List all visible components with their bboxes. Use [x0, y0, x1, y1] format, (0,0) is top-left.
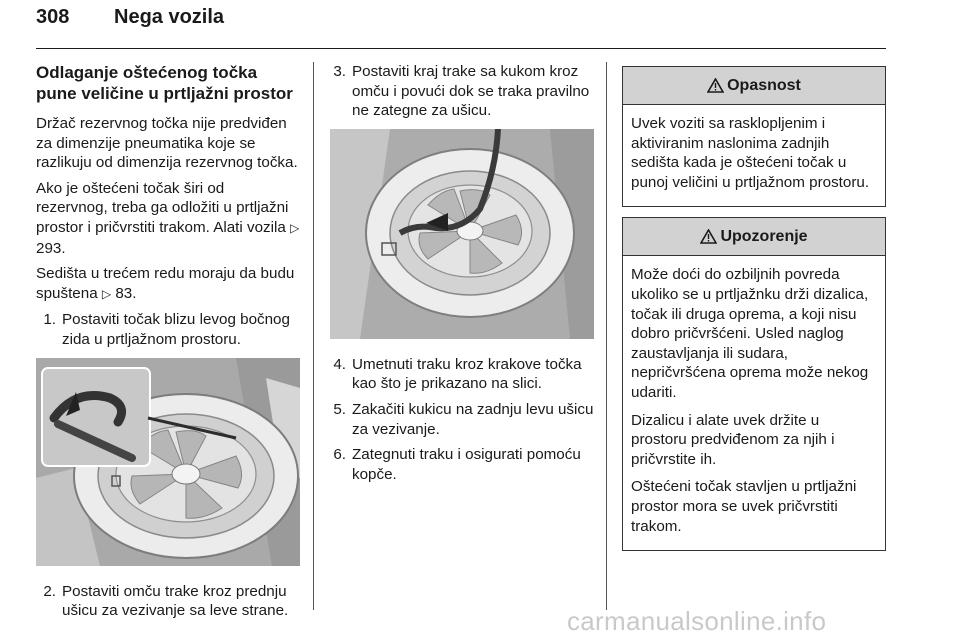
- paragraph-third-row-text: Sedišta u trećem redu moraju da budu spuštena: [36, 265, 295, 302]
- section-heading: Odlaganje oštećenog točka pune veličine u prtljažni prostor: [36, 63, 293, 103]
- wheel-strap-loop-drawing: [36, 358, 300, 566]
- danger-title: Opasnost: [727, 76, 801, 94]
- header-rule: [36, 48, 886, 49]
- step-4: [330, 355, 594, 394]
- paragraph-wider-wheel: [36, 179, 300, 258]
- warning-box-header: [623, 218, 885, 256]
- step-text: Postaviti točak blizu levog bočnog zida u prtljažnom prostoru.: [62, 311, 290, 348]
- page-ref-seats[interactable]: [102, 285, 137, 302]
- page-ref-tools-number: 293.: [36, 239, 66, 257]
- illustration-wheel-strap-loop: [36, 358, 300, 566]
- column-right: [622, 66, 886, 561]
- step-text: Zakačiti kukicu na zadnju levu ušicu za vezivanje.: [352, 400, 594, 438]
- page-header-title: Nega vozila: [114, 6, 225, 28]
- page-number: 308: [36, 6, 70, 28]
- step-text: Umetnuti traku kroz krakove točka kao što je prikazano na slici.: [352, 355, 582, 393]
- warning-triangle-icon: [707, 78, 724, 93]
- warning-text-tools: Dizalicu i alate uvek držite u prostoru predviđenom za njih i pričvrstite ih.: [631, 411, 835, 468]
- step-2: [36, 582, 300, 621]
- step-number: 6.: [333, 446, 346, 464]
- danger-box-body: [623, 105, 885, 206]
- column-divider: [313, 62, 314, 610]
- step-text: Zategnuti traku i osigurati pomoću kopče.: [352, 446, 581, 483]
- step-5: [330, 400, 594, 439]
- step-number: 1.: [43, 311, 56, 329]
- page-reference-triangle-icon: ▷: [290, 220, 300, 235]
- step-text: Postaviti omču trake kroz prednju ušicu za vezivanje sa leve strane.: [62, 582, 289, 620]
- warning-text-strap: Oštećeni točak stavljen u prtljažni prostor mora se uvek pričvrstiti trakom.: [631, 478, 857, 535]
- wheel-strapped-drawing: [330, 129, 594, 339]
- danger-text: Uvek voziti sa rasklopljenim i aktiviranim naslonima zadnjih sedišta kada je oštećeni točak u punoj veličini u prtljažnom prostoru.: [631, 115, 870, 191]
- column-left: [36, 62, 300, 627]
- warning-title: Upozorenje: [720, 228, 808, 246]
- watermark: carmanualsonline.info: [567, 606, 827, 636]
- column-middle: [330, 62, 594, 490]
- step-1: [36, 310, 300, 349]
- step-number: 5.: [333, 400, 346, 418]
- warning-box-body: [623, 256, 885, 550]
- paragraph-third-row: [36, 264, 300, 304]
- danger-box-header: [623, 67, 885, 105]
- step-6: [330, 445, 594, 484]
- warning-triangle-icon: [700, 229, 717, 244]
- step-number: 3.: [333, 63, 346, 80]
- step-text: Postaviti kraj trake sa kukom kroz omču i povući dok se traka pravilno ne zategne za ušicu.: [352, 63, 590, 120]
- page-reference-triangle-icon: ▷: [101, 286, 112, 301]
- step-number: 4.: [333, 355, 346, 373]
- page-ref-seats-number: 83.: [115, 284, 137, 302]
- paragraph-wider-wheel-text: Ako je oštećeni točak širi od rezervnog, treba ga odložiti u prtljažni prostor i pričvrstiti trakom. Alati vozila: [36, 179, 289, 236]
- warning-text-injury: Može doći do ozbiljnih povreda ukoliko se u prtljažnku drži dizalica, točak ili druga oprema, a koji nisu dobro pričvršćeni. Usled naglog zaustavljanja ili sudara, nepričvršćena oprema može nekog udariti.: [631, 266, 869, 401]
- paragraph-spare-holder: Držač rezervnog točka nije predviđen za dimenzije pneumatika koje se razlikuju od dimenzija rezervnog točka.: [36, 115, 298, 172]
- column-divider: [606, 62, 607, 610]
- warning-box: [622, 217, 886, 551]
- step-number: 2.: [43, 582, 56, 600]
- step-3: [330, 62, 594, 121]
- danger-box: [622, 66, 886, 207]
- illustration-wheel-strapped: [330, 129, 594, 339]
